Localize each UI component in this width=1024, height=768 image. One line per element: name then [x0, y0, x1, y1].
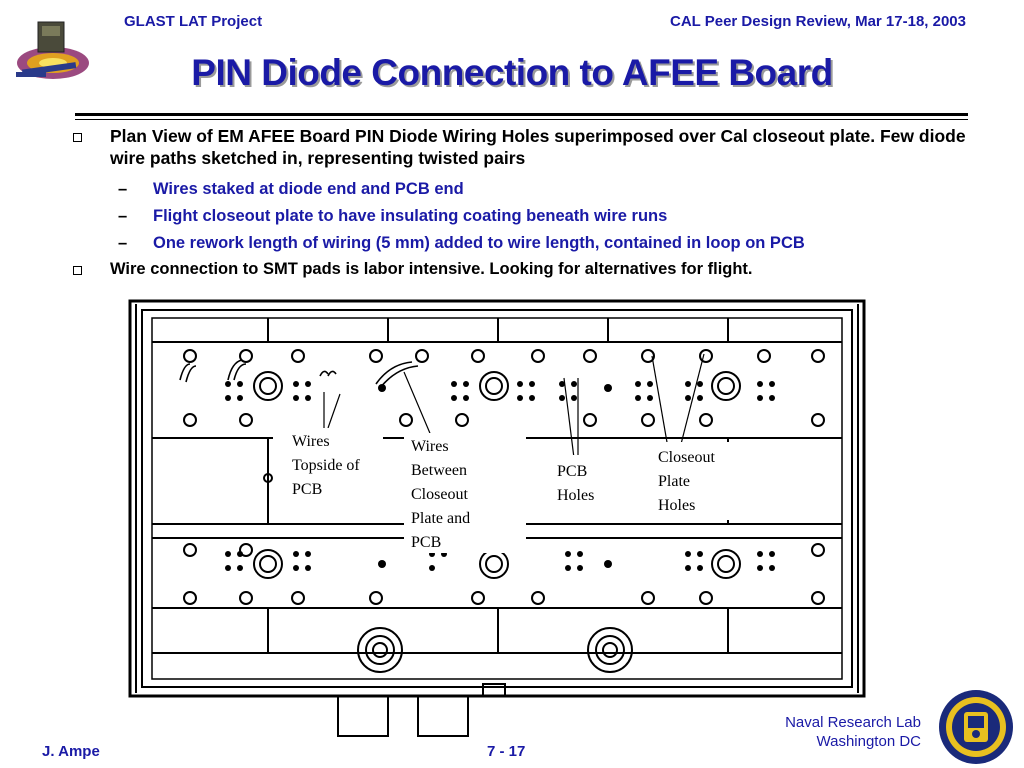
footer-page-number: 7 - 17 [487, 743, 526, 760]
label-pcb-holes [557, 460, 594, 508]
sub-bullet-text: Flight closeout plate to have insulating coating beneath wire runs [153, 207, 668, 225]
dash-icon: – [118, 234, 128, 252]
label-line: Closeout [411, 486, 468, 503]
title-rule-thick [75, 113, 968, 116]
label-line: Topside of [292, 457, 360, 474]
afee-board-plan-view [128, 298, 866, 743]
footer-organization [785, 713, 921, 751]
footer-author: J. Ampe [42, 743, 100, 760]
label-line: Wires [292, 433, 330, 450]
label-line: Holes [557, 487, 595, 504]
label-line: Plate [658, 473, 690, 490]
bullet-item [70, 258, 970, 280]
label-line: PCB [411, 534, 442, 551]
header-review: CAL Peer Design Review, Mar 17-18, 2003 [670, 13, 966, 30]
sub-bullet-text: Wires staked at diode end and PCB end [153, 180, 464, 198]
footer-org-line: Washington DC [816, 733, 921, 750]
header-project: GLAST LAT Project [124, 13, 263, 30]
label-closeout-holes [658, 446, 715, 518]
label-line: PCB [292, 481, 323, 498]
label-line: Holes [658, 497, 696, 514]
label-line: Closeout [658, 449, 715, 466]
square-bullet-icon [73, 266, 82, 275]
naval-research-lab-seal [936, 688, 1016, 766]
label-line: PCB [557, 463, 588, 480]
sub-bullet-text: One rework length of wiring (5 mm) added to wire length, contained in loop on PCB [153, 234, 805, 252]
label-line: Plate and [411, 510, 471, 527]
slide-title: PIN Diode Connection to AFEE Board [191, 52, 833, 93]
footer-org-line: Naval Research Lab [785, 714, 921, 731]
title-rule-thin [75, 119, 968, 120]
label-wires-between [411, 435, 470, 555]
dash-icon: – [118, 207, 128, 225]
label-wires-topside [292, 430, 360, 502]
dash-icon: – [118, 180, 128, 198]
label-line: Wires [411, 438, 449, 455]
bullet-text: Wire connection to SMT pads is labor intensive. Looking for alternatives for flight. [110, 260, 753, 278]
label-line: Between [411, 462, 467, 479]
square-bullet-icon [73, 133, 82, 142]
bullet-item [70, 125, 970, 173]
bullet-text: Plan View of EM AFEE Board PIN Diode Wiring Holes superimposed over Cal closeout plate. Few diode wire paths sketched in, representing twisted pairs [110, 126, 966, 168]
